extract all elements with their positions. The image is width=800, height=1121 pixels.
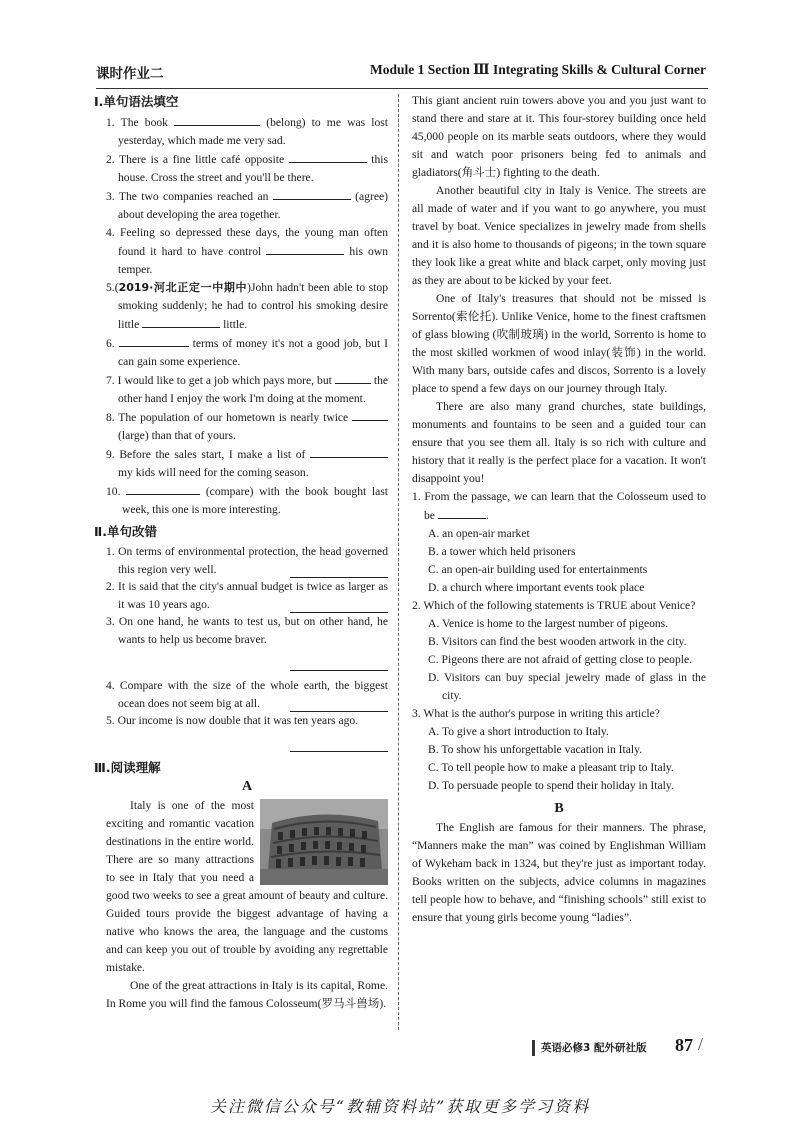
answer-blank[interactable]	[142, 315, 220, 328]
answer-blank[interactable]	[266, 242, 344, 255]
grammar-item-2: 2. There is a fine little café opposite this house. Cross the street and you'll be there.	[106, 150, 388, 187]
question-2-option-a[interactable]: A. Venice is home to the largest number of pigeons.	[428, 617, 669, 630]
question-1-option-c[interactable]: C. an open-air building used for entertainments	[428, 563, 648, 576]
colosseum-photo	[260, 799, 388, 885]
passage-a-paragraph-5: There are also many grand churches, state buildings, monuments and fountains to be seen and a guided tour can ensure that you see them all. Italy is so rich with culture and history that it really is the perfect place for a vacation. It won't disappoint you!	[412, 400, 706, 485]
question-1-option-d[interactable]: D. a church where important events took place	[428, 581, 645, 594]
grammar-item-10: 10. (compare) with the book bought last week, this one is more interesting.	[106, 482, 388, 519]
answer-blank[interactable]	[352, 408, 388, 421]
passage-a-paragraph-4: One of Italy's treasures that should not be missed is Sorrento(索伦托). Unlike Venice, home to the finest craftsmen of glass blowing (吹制玻璃) in the world, Sorrento is home to the most skilled workmen of wood inlay(装饰) in the world. With many bars, outside cafes and discos, Sorrento is a lovely place to spend a few days on our journey through Italy.	[412, 292, 706, 395]
correction-item-5: 5. Our income is now double that it was ten years ago.	[106, 714, 359, 727]
passage-b-paragraph-1: The English are famous for their manners. The phrase, “Manners make the man” was coined by Englishman William of Wykeham back in 1324, but they're just as important today. Books written on the subjects, advice columns in magazines tell people how to behave, and “finishing schools” still exist to ensure that young girls become young “ladies”.	[412, 821, 706, 924]
correction-item-3: 3. On one hand, he wants to test us, but on other hand, he wants to help us become braver.	[106, 615, 388, 646]
book-edition-label: 英语必修3 配外研社版	[532, 1040, 646, 1056]
page-header	[96, 62, 706, 84]
question-1-option-a[interactable]: A. an open-air market	[428, 527, 530, 540]
question-1: 1. From the passage, we can learn that the Colosseum used to be .	[412, 490, 706, 522]
question-2: 2. Which of the following statements is TRUE about Venice?	[412, 599, 696, 612]
answer-blank[interactable]	[310, 445, 388, 458]
passage-a-paragraph-1: Italy is one of the most exciting and romantic vacation destinations in the entire world. There are so many attractions to see in Italy that you need a good two weeks to see a great amount of beauty and culture. Guided tours provide the biggest advantage of having a native who knows the area, the language and the customs and can keep you out of trouble by avoiding any regrettable mistake.	[106, 799, 388, 974]
passage-a-paragraph-2: One of the great attractions in Italy is its capital, Rome. In Rome you will find the famous Colosseum(罗马斗兽场).	[106, 979, 388, 1010]
section2-title: Ⅱ.单句改错	[94, 524, 157, 539]
answer-blank[interactable]	[119, 334, 189, 347]
question-2-option-b[interactable]: B. Visitors can find the best wooden artwork in the city.	[428, 635, 687, 648]
grammar-item-6: 6. terms of money it's not a good job, but I can gain some experience.	[106, 334, 388, 371]
grammar-item-4: 4. Feeling so depressed these days, the young man often found it hard to have control his own temper.	[106, 226, 388, 276]
passage-a-letter: A	[241, 779, 253, 794]
page-slash-mark: /	[698, 1034, 704, 1054]
question-2-option-c[interactable]: C. Pigeons there are not afraid of getting close to people.	[428, 653, 693, 666]
question-3-option-b[interactable]: B. To show his unforgettable vacation in Italy.	[428, 743, 643, 756]
right-column	[412, 92, 706, 927]
answer-blank[interactable]	[174, 113, 260, 126]
section1-title: Ⅰ.单句语法填空	[94, 94, 179, 109]
colosseum-image-icon	[260, 799, 388, 885]
grammar-item-9: 9. Before the sales start, I make a list of my kids will need for the coming season.	[106, 445, 388, 482]
answer-line[interactable]	[290, 750, 388, 752]
answer-blank[interactable]	[126, 482, 200, 495]
answer-blank[interactable]	[289, 150, 367, 163]
grammar-item-1: 1. The book (belong) to me was lost yesterday, which made me very sad.	[106, 113, 388, 150]
watermark-text: 关注微信公众号“教辅资料站”获取更多学习资料	[209, 1097, 591, 1116]
question-3-option-a[interactable]: A. To give a short introduction to Italy.	[428, 725, 609, 738]
source-note: 2019·河北正定一中期中	[118, 281, 248, 294]
passage-a-paragraph-2-continued: This giant ancient ruin towers above you and you just want to stand there and stare at it. This four-storey building once held 45,000 people on its marble seats outdoors, where they would sit and watch poor prisoners being fed to animals and gladiators(角斗士) fighting to the death.	[412, 94, 706, 179]
question-3: 3. What is the author's purpose in writing this article?	[412, 707, 660, 720]
correction-item-4: 4. Compare with the size of the whole earth, the biggest ocean does not seem big at all.	[106, 679, 388, 710]
header-rule	[96, 88, 708, 89]
grammar-item-7: 7. I would like to get a job which pays more, but the other hand I enjoy the work I'm doing at the moment.	[106, 371, 388, 408]
correction-item-2: 2. It is said that the city's annual budget is twice as larger as it was 10 years ago.	[106, 580, 388, 611]
correction-item-1: 1. On terms of environmental protection, the head governed this region very well.	[106, 545, 388, 576]
question-1-option-b[interactable]: B. a tower which held prisoners	[428, 545, 576, 558]
grammar-item-3: 3. The two companies reached an (agree) about developing the area together.	[106, 187, 388, 224]
answer-blank[interactable]	[335, 371, 371, 384]
grammar-item-8: 8. The population of our hometown is nearly twice (large) than that of yours.	[106, 408, 388, 445]
section3-title: Ⅲ.阅读理解	[94, 760, 161, 775]
module-title: Module 1 Section Ⅲ Integrating Skills & Cultural Corner	[370, 62, 706, 77]
column-divider	[398, 94, 399, 1030]
assignment-title: 课时作业二	[96, 66, 164, 82]
answer-blank[interactable]	[438, 506, 486, 519]
answer-blank[interactable]	[273, 187, 351, 200]
passage-b-letter: B	[554, 801, 564, 816]
question-3-option-d[interactable]: D. To persuade people to spend their holiday in Italy.	[428, 779, 674, 792]
page-number: 87	[675, 1035, 693, 1055]
question-3-option-c[interactable]: C. To tell people how to make a pleasant trip to Italy.	[428, 761, 674, 774]
passage-a-paragraph-3: Another beautiful city in Italy is Venice. The streets are all made of water and if you want to go anywhere, you must travel by boat. Venice specializes in jewelry made from shells and it is also home to thousands of pigeons; in the town square they look like a great white and black carpet, only moving just as they are about to be kicked by your feet.	[412, 184, 706, 287]
grammar-item-5: 5.(2019·河北正定一中期中)John hadn't been able to stop smoking suddenly; he had to control his smoking desire little little.	[106, 281, 388, 331]
left-column	[94, 92, 389, 1013]
answer-line[interactable]	[290, 669, 388, 671]
question-2-option-d[interactable]: D. Visitors can buy special jewelry made of glass in the city.	[428, 671, 706, 702]
